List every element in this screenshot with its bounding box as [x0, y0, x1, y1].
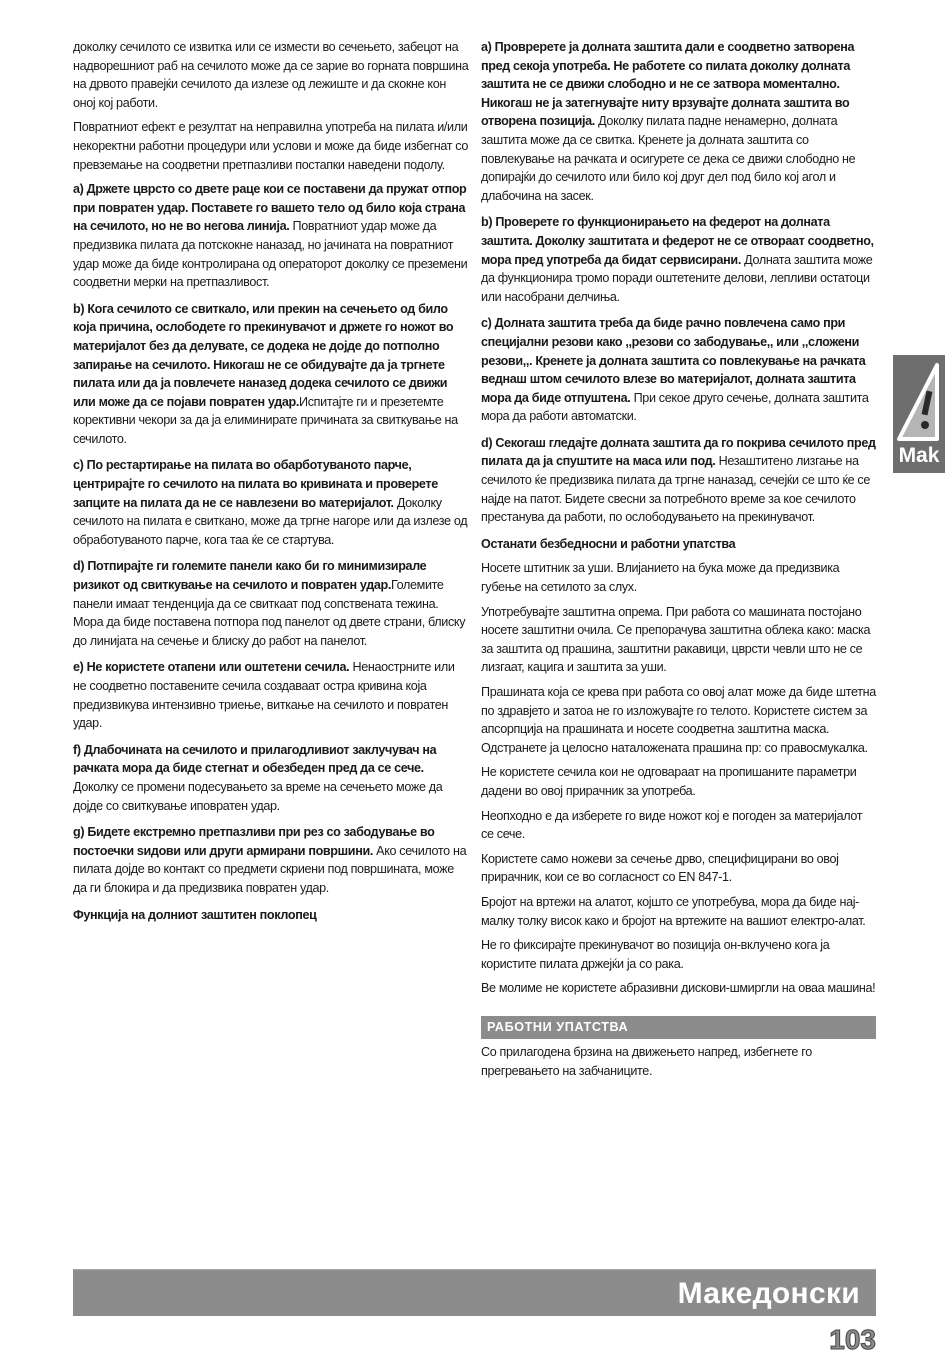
safety-item-g — [73, 823, 469, 897]
guard-item-c-bold: c) Долната заштита треба да биде рачно повлечена само при специјални резови како ,,резови со забодување,, или ,,сложени резови,,. Кренете ја долната заштита со повлекување на рачката веднаш штом сечилото влезе во материјалот, долната заштита мора да биде отпуштена. — [481, 316, 866, 405]
instruction-paragraph: Неопходно е да изберете го виде ножот кој е погоден за материјалот се сече. — [481, 808, 863, 842]
safety-item-d — [73, 557, 469, 650]
safety-item-g-text: Ако сечилото на пилата дојде во контакт со предмети скриени под површината, може да ги блокира и да предизвика повратен удар. — [73, 843, 467, 895]
warning-icon — [897, 361, 941, 441]
safety-item-b — [73, 300, 469, 449]
safety-item-c — [73, 456, 469, 549]
instruction-paragraph: Не користете сечила кои не одговараат на пропишаните параметри дадени во овој прирачник за употреба. — [481, 765, 857, 798]
safety-item-e-bold: e) Не користете отапени или оштетени сечила. — [73, 660, 350, 675]
safety-item-c-bold: c) По рестартирање на пилата во обарботуваното парче, центрирајте го сечилото на пилата во кривината и проверете запците на пилата да не се навлезени во материјалот. — [73, 458, 438, 510]
instruction-paragraph: Ве молиме не користете абразивни дискови-шмиргли на оваа машина! — [481, 981, 876, 996]
safety-item-b-bold: b) Кога сечилото се свиткало, или прекин на сечењето од било која причина, ослободете го прекинувачот и држете го ножот во материјалот без да делувате, се додека не дојде до потполно запирање на сечилото. Никогаш не се обидувајте да ја тргнете пилата или да ја повлечете наназед додека сечилото се движи или може да се појави повратен удар. — [73, 301, 454, 409]
instruction-paragraph: Не го фиксирајте прекинувачот во позиција он-вклучено кога ја користите пилата држејќи ја со рака. — [481, 938, 830, 971]
safety-item-b-text: Испитајте ги и презетемте корективни чекори за да ја елиминирате причината за свиткување на сечилото. — [73, 394, 458, 446]
instruction-paragraph: Прашината која се крева при работа со овој алат може да биде штетна по здравјето и затоа не го изложувајте го телото. Користете систем за апсорпција на прашината и носете соодветна заштитна маска. Одстранете ја целосно наталожената прашина пр: со правосмукалка. — [481, 685, 876, 755]
guard-item-a-bold: a) Провререте ја долната заштита дали е соодветно затворена пред секоја употреба. Не работете со пилата доколку долната заштита не се движи слободно и не се затвора моментално. Никогаш не ја затегнувајте ниту врзувајте долната заштита во отворена позиција. — [481, 40, 855, 129]
left-column — [73, 38, 469, 930]
language-side-tab — [893, 355, 945, 473]
intro-paragraph-2: Повратниот ефект е резултат на неправилна употреба на пилата и/или некоректни работни процедури или услови и може да биде избегнат со превземање на соодветни претпазливи постапки наведени подолу. — [73, 120, 469, 172]
guard-item-b-text: Долната заштита може да функционира тромо поради оштетените делови, лепливи остатоци или насобрани делчиња. — [481, 252, 873, 304]
guard-item-b-bold: b) Проверете го функционирањето на федерот на долната заштита. Доколку заштитата и федерот не се отвораат соодветно, мора пред употреба да бидат сервисирани. — [481, 215, 874, 267]
right-column — [481, 38, 876, 1086]
footer-language-bar — [73, 1269, 876, 1316]
instruction-paragraph: Носете штитник за уши. Влијанието на бука може да предизвика губење на сетилото за слух. — [481, 561, 840, 595]
guard-item-c-text: При секое друго сечење, долната заштита мора да работи автоматски. — [481, 390, 869, 424]
language-tab-label: Mak — [898, 444, 940, 467]
safety-item-f-bold: f) Длабочината на сечилото и прилагодливиот заклучувач на рачката мора да биде стегнат и обезбеден пред да се сече. — [73, 742, 437, 776]
instruction-paragraph: Користете само ножеви за сечење дрво, специфицирани во овој прирачник, кои се во согласност со EN 847-1. — [481, 851, 839, 885]
working-instructions-text: Со прилагодена брзина на движењето напред, избегнете го прегревањето на забчаниците. — [481, 1044, 812, 1078]
safety-item-d-text: Големите панели имаат тенденција да се свиткаат под сопствената тежина. Мора да биде поставена потпора под панелот од двете страни, блиску до линијата на сечење и блиску до работ на панелот. — [73, 578, 466, 648]
page-number: 103 — [829, 1324, 876, 1355]
safety-item-a-bold: a) Држете цврсто со двете раце кои се поставени да пружат отпор при повратен удар. Поставете го вашето тело од било која страна на сечилото, но не во негова линија. — [73, 182, 467, 234]
safety-item-e-text: Ненаострните или не соодветно поставените сечила создаваат остра кривина која предизвикува интензивно триење, виткање на сечилото и повратен удар. — [73, 660, 455, 731]
safety-item-g-bold: g) Бидете екстремно претпазливи при рез со забодување во постоечки ѕидови или други армирани површини. — [73, 825, 435, 858]
lower-guard-heading: Функција на долниот заштитен поклопец — [73, 907, 317, 922]
instruction-paragraph: Употребувајте заштитна опрема. При работа со машината постојано носете заштитни очила. Се препорачува заштитна облека како: маска за заштита од прашина, заштитни ракавици, цврсти чевли што не се лизгаат, кацига и заштита за уши. — [481, 604, 871, 675]
footer-language-title: Македонски — [677, 1277, 860, 1310]
other-instructions-heading: Останати безбедносни и работни упатства — [481, 536, 736, 551]
instruction-paragraph: Бројот на вртежи на алатот, којшто се употребува, мора да биде нај-малку толку висок како и бројот на вртежите на вашиот електро-алат. — [481, 894, 866, 928]
safety-item-e — [73, 658, 469, 732]
safety-item-a — [73, 180, 469, 292]
guard-item-a — [481, 38, 876, 205]
guard-item-d-text: Незаштитено лизгање на сечилото ќе предизвика пилата да тргне наназад, сечејќи се што ќе се најде на патот. Бидете свесни за потребното време за кое сечилото престанува да работи, по ослободувањето на прекинувачот. — [481, 454, 871, 525]
guard-item-d — [481, 434, 876, 527]
guard-item-a-text: Доколку пилата падне ненамерно, долната заштита може да се свитка. Кренете ја долната заштита со повлекување на рачката и осигурете се дека се движи слободно не допирајќи до сечилото или било кој друг дел под било кој агол и длабочина на засек. — [481, 114, 856, 203]
safety-item-f — [73, 741, 469, 815]
working-instructions-bar: РАБОТНИ УПАТСТВА — [481, 1016, 876, 1039]
safety-item-c-text: Доколку сечилото на пилата е свиткано, може да тргне нагоре или да излезе од обработуваното парче, кога таа ќе се стартува. — [73, 495, 468, 547]
guard-item-c — [481, 314, 876, 426]
guard-item-d-bold: d) Секогаш гледајте долната заштита да го покрива сечилото пред пилата да ја спуштите на маса или под. — [481, 435, 876, 469]
intro-paragraph-1: доколку сечилото се извитка или се измести во сечењето, забецот на надворешниот раб на сечилото може да се зарие во горната површина на дрвото правејќи сечилото да излезе од лежиште и да скокне кон оној кој работи. — [73, 40, 469, 110]
safety-item-a-text: Повратниот удар може да предизвика пилата да потскокне наназад, но јачината на повратниот удар може да биде контролирана од операторот доколку се преземени соодветни мерки на претпазливост. — [73, 219, 468, 290]
safety-item-d-bold: d) Потпирајте ги големите панели како би го минимизирале ризикот од свиткување на сечилото и повратен удар. — [73, 559, 427, 593]
guard-item-b — [481, 213, 876, 306]
safety-item-f-text: Доколку се промени подесувањето за време на сечењето може да дојде со свиткување иповратен удар. — [73, 779, 443, 813]
